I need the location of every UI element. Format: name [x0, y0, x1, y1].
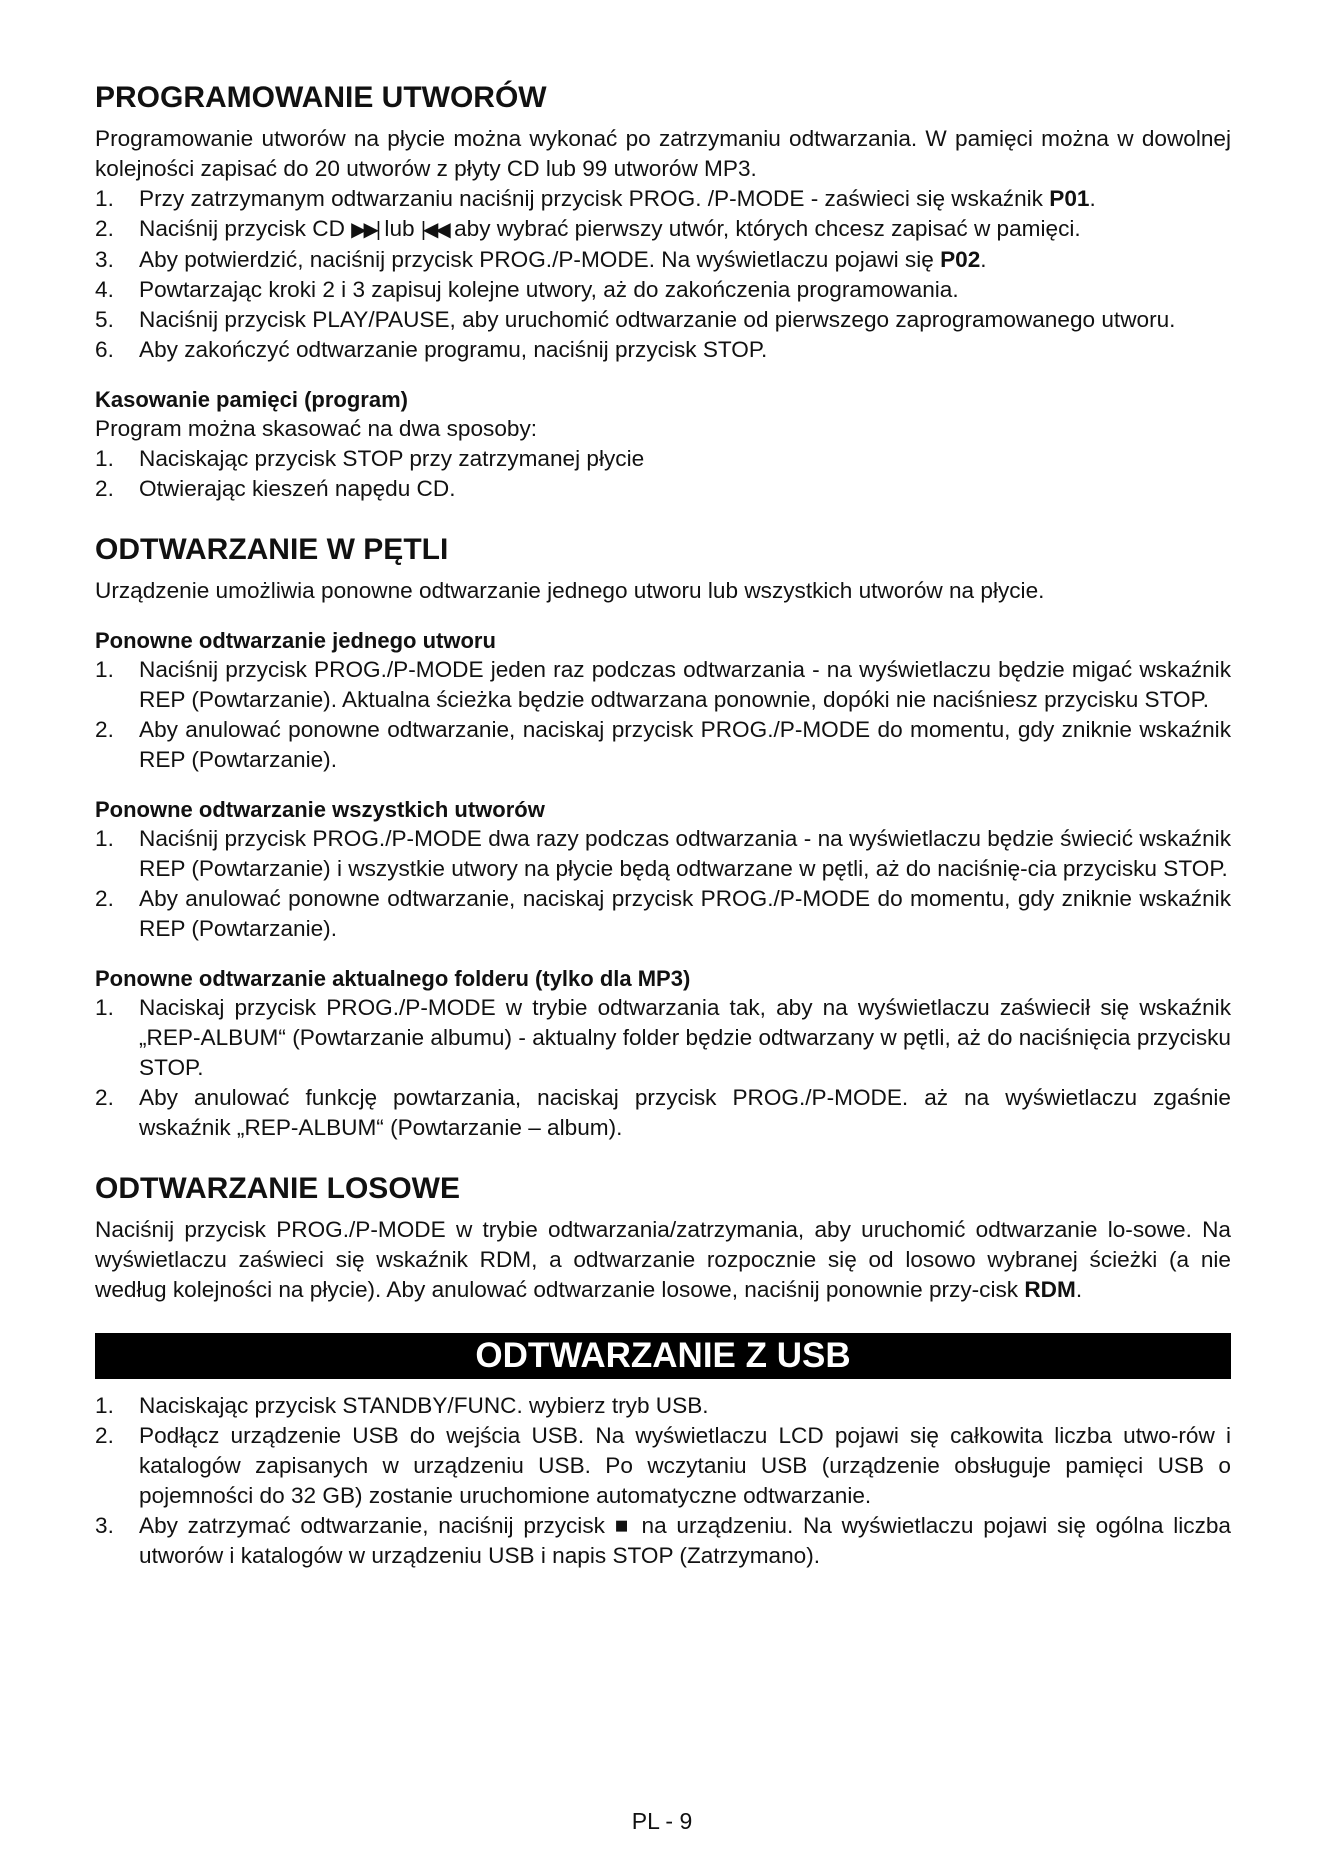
list-item: 2. Otwierając kieszeń napędu CD.: [95, 476, 456, 501]
list-item: 5. Naciśnij przycisk PLAY/PAUSE, aby uruchomić odtwarzanie od pierwszego zaprogramowanego utworu.: [95, 307, 1176, 332]
subsection-title-repeat-folder: Ponowne odtwarzanie aktualnego folderu (tylko dla MP3): [95, 966, 691, 991]
list-item: 1. Naciskaj przycisk PROG./P-MODE w trybie odtwarzania tak, aby na wyświetlaczu zaświecił się wskaźnik „REP-ALBUM“ (Powtarzanie albumu) - aktualny folder będzie odtwarzany w pętli, aż do naciśnięcia przycisku STOP.: [95, 995, 1231, 1080]
repeat-folder-steps: [95, 993, 1231, 1143]
clear-memory-steps: [95, 444, 1231, 504]
subsection-title-repeat-one: Ponowne odtwarzanie jednego utworu: [95, 628, 496, 653]
list-item: 1. Przy zatrzymanym odtwarzaniu naciśnij przycisk PROG. /P-MODE - zaświeci się wskaźnik P01.: [95, 186, 1096, 211]
list-item: 6. Aby zakończyć odtwarzanie programu, naciśnij przycisk STOP.: [95, 337, 768, 362]
list-item: 1. Naciśnij przycisk PROG./P-MODE jeden raz podczas odtwarzania - na wyświetlaczu będzie migać wskaźnik REP (Powtarzanie). Aktualna ścieżka będzie odtwarzana ponownie, dopóki nie naciśniesz przycisku STOP.: [95, 657, 1231, 712]
repeat-all-steps: [95, 824, 1231, 944]
list-item: 3. Aby zatrzymać odtwarzanie, naciśnij przycisk ■ na urządzeniu. Na wyświetlaczu pojawi się ogólna liczba utworów i katalogów w urządzeniu USB i napis STOP (Zatrzymano).: [95, 1513, 1231, 1568]
list-item: 1. Naciskając przycisk STANDBY/FUNC. wybierz tryb USB.: [95, 1393, 709, 1418]
usb-steps: [95, 1391, 1231, 1571]
clear-memory-intro: Program można skasować na dwa sposoby:: [95, 416, 538, 441]
previous-track-icon: |◀◀: [420, 219, 448, 241]
list-item: 2. Aby anulować ponowne odtwarzanie, naciskaj przycisk PROG./P-MODE do momentu, gdy zniknie wskaźnik REP (Powtarzanie).: [95, 886, 1231, 941]
subsection-title-clear-memory: Kasowanie pamięci (program): [95, 387, 408, 412]
list-item: 2. Naciśnij przycisk CD ▶▶| lub |◀◀ aby wybrać pierwszy utwór, których chcesz zapisać w pamięci.: [95, 216, 1081, 241]
repeat-intro: Urządzenie umożliwia ponowne odtwarzanie jednego utworu lub wszystkich utworów na płycie.: [95, 578, 1045, 603]
page-number: PL - 9: [631, 1808, 693, 1834]
list-item: 3. Aby potwierdzić, naciśnij przycisk PROG./P-MODE. Na wyświetlaczu pojawi się P02.: [95, 247, 987, 272]
section-title-repeat: ODTWARZANIE W PĘTLI: [95, 533, 449, 566]
list-item: 1. Naciśnij przycisk PROG./P-MODE dwa razy podczas odtwarzania - na wyświetlaczu będzie świecić wskaźnik REP (Powtarzanie) i wszystkie utwory na płycie będą odtwarzane w pętli, aż do naciśnię-cia przycisku STOP.: [95, 826, 1231, 881]
section-title-programming: PROGRAMOWANIE UTWORÓW: [95, 81, 547, 114]
list-item: 4. Powtarzając kroki 2 i 3 zapisuj kolejne utwory, aż do zakończenia programowania.: [95, 277, 959, 302]
list-item: 2. Aby anulować funkcję powtarzania, naciskaj przycisk PROG./P-MODE. aż na wyświetlaczu zgaśnie wskaźnik „REP-ALBUM“ (Powtarzanie – album).: [95, 1085, 1231, 1140]
list-item: 2. Podłącz urządzenie USB do wejścia USB. Na wyświetlaczu LCD pojawi się całkowita liczba utwo-rów i katalogów zapisanych w urządzeniu USB. Po wczytaniu USB (urządzenie obsługuje pamięci USB o pojemności do 32 GB) zostanie uruchomione automatyczne odtwarzanie.: [95, 1423, 1231, 1508]
programming-intro: Programowanie utworów na płycie można wykonać po zatrzymaniu odtwarzania. W pamięci można w dowolnej kolejności zapisać do 20 utworów z płyty CD lub 99 utworów MP3.: [95, 126, 1231, 181]
subsection-title-repeat-all: Ponowne odtwarzanie wszystkich utworów: [95, 797, 545, 822]
stop-icon: ■: [614, 1513, 632, 1538]
section-title-random: ODTWARZANIE LOSOWE: [95, 1172, 460, 1205]
section-banner-usb: ODTWARZANIE Z USB: [95, 1333, 1231, 1379]
list-item: 1. Naciskając przycisk STOP przy zatrzymanej płycie: [95, 446, 645, 471]
next-track-icon: ▶▶|: [351, 219, 379, 241]
manual-page: [95, 80, 1231, 1571]
random-text: Naciśnij przycisk PROG./P-MODE w trybie odtwarzania/zatrzymania, aby uruchomić odtwarzanie lo-sowe. Na wyświetlaczu zaświeci się wskaźnik RDM, a odtwarzanie rozpocznie się od losowo wybranej ścieżki (a nie według kolejności na płycie). Aby anulować odtwarzanie losowe, naciśnij ponownie przy-cisk RDM.: [95, 1217, 1231, 1302]
repeat-one-steps: [95, 655, 1231, 775]
programming-steps: [95, 184, 1231, 365]
list-item: 2. Aby anulować ponowne odtwarzanie, naciskaj przycisk PROG./P-MODE do momentu, gdy zniknie wskaźnik REP (Powtarzanie).: [95, 717, 1231, 772]
